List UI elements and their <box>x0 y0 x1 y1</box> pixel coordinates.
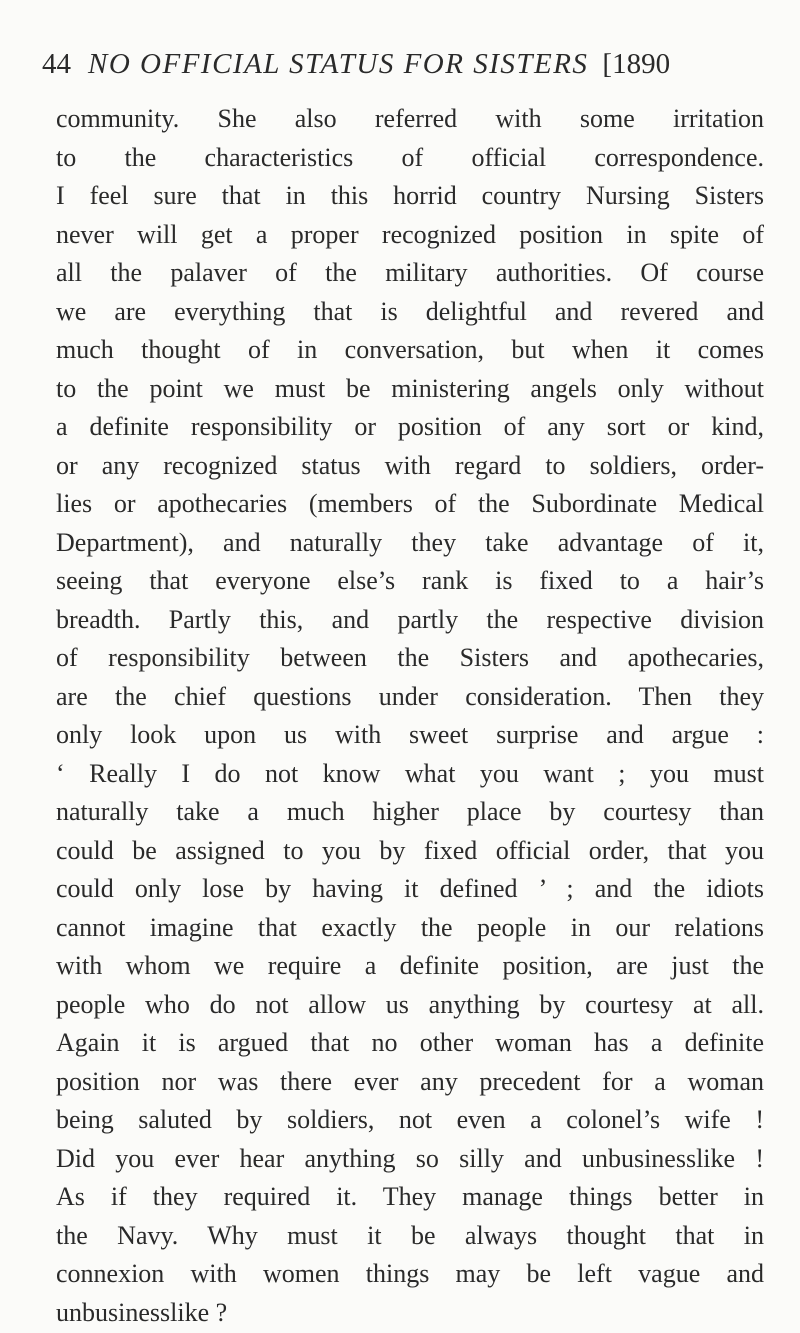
text-line: are the chief questions under consideration. Then they <box>56 681 764 711</box>
running-title: NO OFFICIAL STATUS FOR SISTERS <box>88 48 589 80</box>
page-number: 44 <box>42 48 71 80</box>
text-line: or any recognized status with regard to soldiers, order- <box>56 450 764 480</box>
text-line: Again it is argued that no other woman has a definite <box>56 1028 764 1057</box>
text-line: a definite responsibility or position of any sort or kind, <box>56 412 764 441</box>
text-line: Department), and naturally they take advantage of it, <box>56 527 764 557</box>
body-text <box>56 100 764 1332</box>
text-line: being saluted by soldiers, not even a colonel’s wife ! <box>56 1105 764 1134</box>
text-line: people who do not allow us anything by courtesy at all. <box>56 989 764 1019</box>
text-line: position nor was there ever any precedent for a woman <box>56 1066 764 1096</box>
text-line: never will get a proper recognized position in spite of <box>56 219 764 249</box>
text-line: community. She also referred with some irritation <box>56 104 764 133</box>
text-line: unbusinesslike ? <box>56 1297 228 1327</box>
text-line: could only lose by having it defined ’ ; and the idiots <box>56 874 764 903</box>
text-line: only look upon us with sweet surprise and argue : <box>56 720 764 749</box>
text-line: breadth. Partly this, and partly the respective division <box>56 604 764 634</box>
text-line: lies or apothecaries (members of the Subordinate Medical <box>56 489 764 518</box>
text-line: of responsibility between the Sisters and apothecaries, <box>56 643 764 672</box>
text-line: Did you ever hear anything so silly and unbusinesslike ! <box>56 1143 764 1173</box>
text-line: we are everything that is delightful and revered and <box>56 296 764 326</box>
running-head <box>42 44 762 84</box>
text-line: As if they required it. They manage things better in <box>56 1182 764 1211</box>
text-line: cannot imagine that exactly the people in our relations <box>56 912 764 942</box>
text-line: with whom we require a definite position, are just the <box>56 951 764 980</box>
text-line: could be assigned to you by fixed official order, that you <box>56 835 764 865</box>
text-line: seeing that everyone else’s rank is fixed to a hair’s <box>56 566 764 595</box>
text-line: I feel sure that in this horrid country Nursing Sisters <box>56 181 764 210</box>
text-line: much thought of in conversation, but when it comes <box>56 335 764 364</box>
text-line: the Navy. Why must it be always thought that in <box>56 1220 764 1250</box>
text-line: to the characteristics of official correspondence. <box>56 142 764 172</box>
text-line: naturally take a much higher place by courtesy than <box>56 797 764 826</box>
text-line: all the palaver of the military authorities. Of course <box>56 258 764 287</box>
text-line: ‘ Really I do not know what you want ; you must <box>56 758 764 788</box>
text-line: connexion with women things may be left vague and <box>56 1259 764 1288</box>
text-line: to the point we must be ministering angels only without <box>56 373 764 403</box>
running-year: [1890 <box>602 48 671 80</box>
